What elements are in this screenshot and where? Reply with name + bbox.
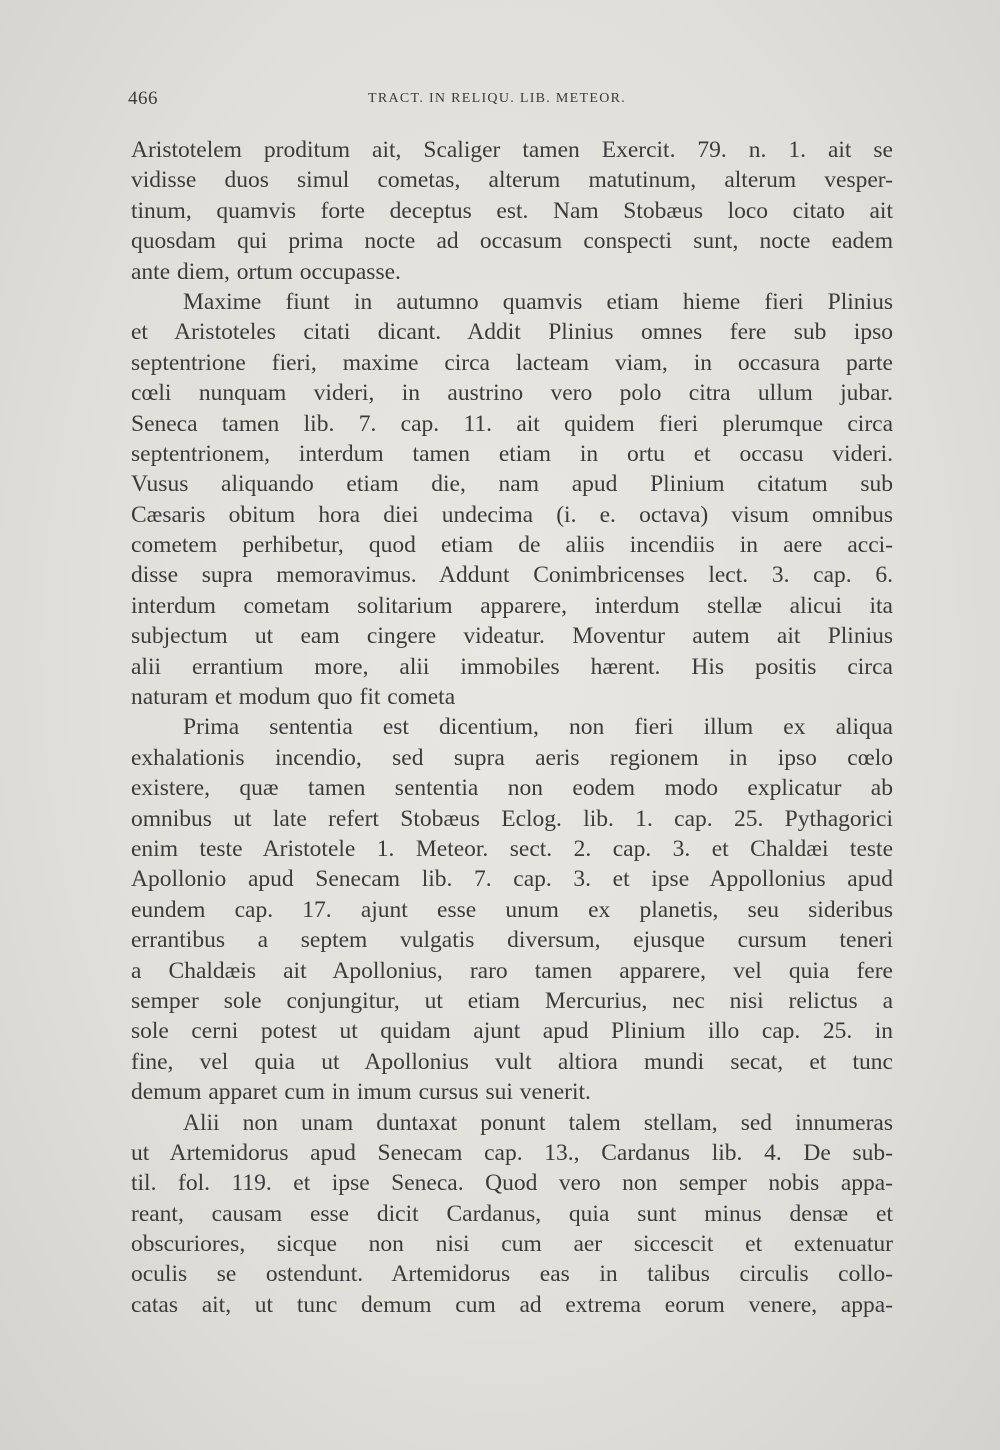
text-line: exhalationis incendio, sed supra aeris regionem in ipso cœlo [131, 744, 893, 771]
text-line: fine, vel quia ut Apollonius vult altiora mundi secat, et tunc [131, 1048, 893, 1075]
text-line: quosdam qui prima nocte ad occasum conspecti sunt, nocte eadem [131, 228, 893, 255]
body-text [131, 135, 893, 1320]
text-line: Maxime fiunt in autumno quamvis etiam hieme fieri Plinius [183, 288, 893, 315]
text-line: Vusus aliquando etiam die, nam apud Plinium citatum sub [131, 471, 893, 498]
page-number: 466 [128, 88, 158, 109]
text-line: reant, causam esse dicit Cardanus, quia sunt minus densæ et [131, 1200, 893, 1227]
text-line: Apollonio apud Senecam lib. 7. cap. 3. et ipse Appollonius apud [131, 866, 893, 893]
running-head [128, 88, 896, 112]
text-line: demum apparet cum in imum cursus sui venerit. [131, 1079, 591, 1106]
text-line: subjectum ut eam cingere videatur. Moventur autem ait Plinius [131, 623, 893, 650]
text-line: obscuriores, sicque non nisi cum aer siccescit et extenuatur [131, 1231, 893, 1258]
text-line: cometem perhibetur, quod etiam de aliis incendiis in aere acci- [131, 532, 893, 559]
text-line: cœli nunquam videri, in austrino vero polo citra ullum jubar. [131, 380, 893, 407]
text-line: disse supra memoravimus. Addunt Conimbricenses lect. 3. cap. 6. [131, 562, 893, 589]
text-line: ut Artemidorus apud Senecam cap. 13., Cardanus lib. 4. De sub- [131, 1139, 893, 1166]
text-line: semper sole conjungitur, ut etiam Mercurius, nec nisi relictus a [131, 987, 893, 1014]
text-line: Aristotelem proditum ait, Scaliger tamen Exercit. 79. n. 1. ait se [131, 137, 893, 163]
text-line: Alii non unam duntaxat ponunt talem stellam, sed innumeras [183, 1109, 893, 1136]
text-line: et Aristoteles citati dicant. Addit Plinius omnes fere sub ipso [131, 319, 893, 346]
text-line: septentrionem, interdum tamen etiam in ortu et occasu videri. [131, 440, 893, 467]
text-line: vidisse duos simul cometas, alterum matutinum, alterum vesper- [131, 167, 893, 194]
text-line: naturam et modum quo fit cometa [131, 684, 456, 711]
text-line: Cæsaris obitum hora diei undecima (i. e. octava) visum omnibus [131, 501, 893, 528]
text-line: til. fol. 119. et ipse Seneca. Quod vero non semper nobis appa- [131, 1170, 893, 1197]
text-line: oculis se ostendunt. Artemidorus eas in talibus circulis collo- [131, 1261, 893, 1288]
text-line: errantibus a septem vulgatis diversum, ejusque cursum teneri [131, 927, 893, 954]
text-line: enim teste Aristotele 1. Meteor. sect. 2. cap. 3. et Chaldæi teste [131, 835, 893, 862]
text-line: eundem cap. 17. ajunt esse unum ex planetis, seu sideribus [131, 896, 893, 923]
text-line: a Chaldæis ait Apollonius, raro tamen apparere, vel quia fere [131, 957, 893, 984]
text-line: existere, quæ tamen sententia non eodem modo explicatur ab [131, 775, 893, 802]
text-line: Prima sententia est dicentium, non fieri illum ex aliqua [183, 714, 893, 741]
text-line: omnibus ut late refert Stobæus Eclog. lib. 1. cap. 25. Pythagorici [131, 805, 893, 832]
text-line: ante diem, ortum occupasse. [131, 258, 401, 285]
text-line: alii errantium more, alii immobiles hærent. His positis circa [131, 653, 893, 680]
text-line: Seneca tamen lib. 7. cap. 11. ait quidem fieri plerumque circa [131, 410, 893, 437]
running-head-title: TRACT. IN RELIQU. LIB. METEOR. [368, 91, 627, 106]
text-line: interdum cometam solitarium apparere, interdum stellæ alicui ita [131, 592, 893, 619]
text-line: catas ait, ut tunc demum cum ad extrema eorum venere, appa- [131, 1291, 893, 1318]
text-line: sole cerni potest ut quidam ajunt apud Plinium illo cap. 25. in [131, 1018, 893, 1045]
text-line: septentrione fieri, maxime circa lacteam viam, in occasura parte [131, 349, 893, 376]
text-line: tinum, quamvis forte deceptus est. Nam Stobæus loco citato ait [131, 197, 893, 224]
